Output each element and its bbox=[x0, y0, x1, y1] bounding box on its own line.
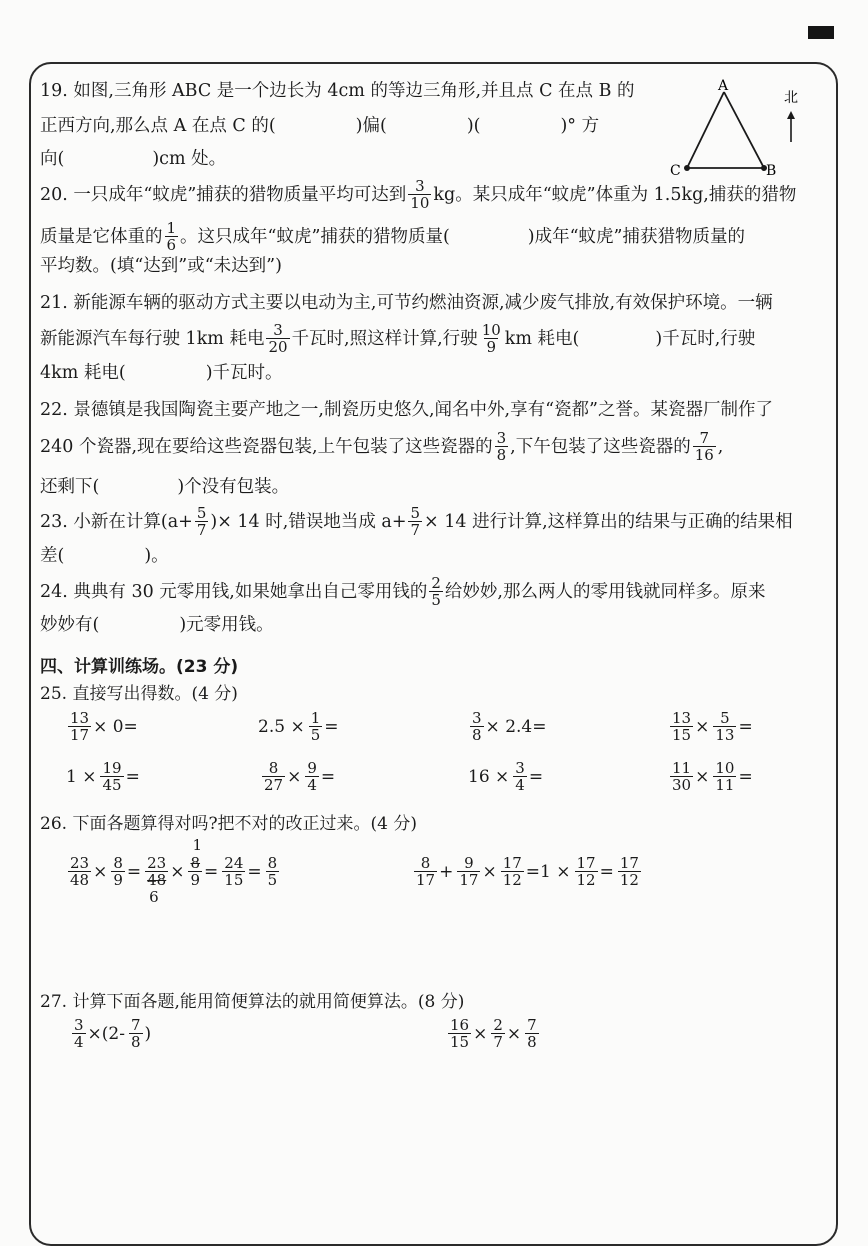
q21-line3 bbox=[40, 362, 283, 384]
q21-line2 bbox=[40, 322, 755, 355]
denominator: 12 bbox=[619, 871, 639, 889]
expr-text: × bbox=[482, 861, 497, 882]
numerator: 5 bbox=[410, 504, 421, 522]
denominator: 17 bbox=[70, 726, 90, 744]
q25-item-a bbox=[66, 710, 140, 743]
expr-text: = bbox=[247, 861, 262, 882]
denominator: 4 bbox=[515, 776, 525, 794]
fraction bbox=[525, 1017, 539, 1050]
expr-text: ×(2- bbox=[87, 1023, 125, 1044]
q22-text: )个没有包装。 bbox=[177, 477, 290, 497]
q19-line1: 19. 如图,三角形 ABC 是一个边长为 4cm 的等边三角形,并且点 C 在点 B 的 bbox=[40, 81, 635, 101]
denominator: 15 bbox=[672, 726, 692, 744]
numerator: 3 bbox=[515, 759, 525, 777]
q27-left-expr bbox=[70, 1017, 153, 1050]
fraction bbox=[457, 855, 480, 888]
numerator: 2 bbox=[431, 574, 441, 592]
q21-text: )千瓦时,行驶 bbox=[655, 328, 756, 349]
fraction bbox=[448, 1017, 471, 1050]
expr-text: =1 × bbox=[525, 861, 571, 882]
expr-text: 2.5 × bbox=[258, 716, 305, 737]
expr-text: = bbox=[738, 766, 753, 787]
expr-text: × bbox=[93, 861, 108, 882]
expr-text: ) bbox=[144, 1023, 152, 1044]
denominator: 8 bbox=[496, 446, 507, 464]
fraction bbox=[713, 760, 736, 793]
q22-text: , bbox=[717, 436, 724, 457]
denominator: 15 bbox=[450, 1033, 470, 1051]
fraction bbox=[309, 710, 323, 743]
q20-line1 bbox=[40, 178, 796, 211]
expr-text: × bbox=[287, 766, 302, 787]
q20-line2 bbox=[40, 220, 745, 253]
expr-text: = bbox=[324, 716, 339, 737]
cancel-value: 1 bbox=[192, 836, 203, 854]
denominator: 16 bbox=[694, 446, 714, 464]
q22-text: 240 个瓷器,现在要给这些瓷器包装,上午包装了这些瓷器的 bbox=[40, 436, 493, 457]
denominator: 5 bbox=[431, 591, 441, 609]
fraction bbox=[414, 855, 437, 888]
q19-text: )° 方 bbox=[560, 116, 600, 136]
cancel-value: 6 bbox=[149, 888, 159, 906]
numerator: 7 bbox=[130, 1016, 141, 1034]
fraction bbox=[495, 430, 509, 463]
numerator: 16 bbox=[450, 1016, 470, 1034]
north-label: 北 bbox=[784, 90, 798, 106]
expr-text: 1 × bbox=[66, 766, 97, 787]
denominator: 5 bbox=[310, 726, 321, 744]
expr-text: × 0= bbox=[93, 716, 138, 737]
fraction bbox=[111, 855, 125, 888]
fraction bbox=[693, 430, 716, 463]
denominator: 5 bbox=[267, 871, 278, 889]
expr-text: × bbox=[473, 1023, 488, 1044]
triangle-side-ac bbox=[687, 92, 724, 168]
q23-text: 差( bbox=[40, 546, 65, 566]
q26-left-expr bbox=[66, 836, 281, 906]
fraction bbox=[68, 710, 91, 743]
q21-text: km 耗电( bbox=[504, 328, 580, 349]
expr-text: × 2.4= bbox=[485, 716, 547, 737]
fraction bbox=[429, 575, 443, 608]
denominator: 9 bbox=[486, 338, 496, 356]
denominator: 48 bbox=[70, 871, 90, 889]
north-arrow-icon bbox=[787, 111, 795, 119]
q24-text: 24. 典典有 30 元零用钱,如果她拿出自己零用钱的 bbox=[40, 581, 428, 602]
numerator: 13 bbox=[672, 709, 692, 727]
numerator: 24 bbox=[224, 854, 244, 872]
denominator: 7 bbox=[410, 521, 421, 539]
denominator: 30 bbox=[672, 776, 692, 794]
q22-line1: 22. 景德镇是我国陶瓷主要产地之一,制瓷历史悠久,闻名中外,享有“瓷都”之誉。某瓷器厂制作了 bbox=[40, 400, 773, 420]
fraction bbox=[501, 855, 524, 888]
numerator: 8 bbox=[420, 854, 431, 872]
q20-text: 20. 一只成年“蚊虎”捕获的猎物质量平均可达到 bbox=[40, 184, 407, 205]
q19-text: )偏( bbox=[355, 116, 387, 136]
denominator: 11 bbox=[715, 776, 735, 794]
q21-text: 4km 耗电( bbox=[40, 363, 126, 383]
fraction bbox=[72, 1017, 86, 1050]
q24-text: )元零用钱。 bbox=[179, 615, 274, 635]
fraction bbox=[480, 322, 503, 355]
label-a: A bbox=[718, 78, 729, 94]
numerator: 9 bbox=[464, 854, 474, 872]
numerator: 23 bbox=[70, 854, 90, 872]
denominator: 15 bbox=[224, 871, 244, 889]
expr-text: = bbox=[599, 861, 614, 882]
point-c bbox=[684, 165, 690, 171]
q24-text: 给妙妙,那么两人的零用钱就同样多。原来 bbox=[444, 581, 766, 602]
denominator: 4 bbox=[74, 1033, 84, 1051]
q19-text: 向( bbox=[40, 149, 65, 169]
expr-text: = bbox=[320, 766, 336, 787]
q23-text: × 14 进行计算,这样算出的结果与正确的结果相 bbox=[424, 511, 793, 532]
q22-text: 还剩下( bbox=[40, 477, 100, 497]
numerator: 2 bbox=[493, 1016, 503, 1034]
q27-right-expr bbox=[446, 1017, 541, 1050]
denominator: 9 bbox=[113, 871, 123, 889]
numerator: 9 bbox=[307, 759, 317, 777]
q19-line3 bbox=[40, 148, 226, 170]
q25-title: 25. 直接写出得数。(4 分) bbox=[40, 684, 238, 704]
fraction bbox=[68, 855, 91, 888]
q22-line2 bbox=[40, 430, 723, 463]
fraction bbox=[222, 855, 245, 888]
q19-line2 bbox=[40, 115, 599, 137]
denominator: 17 bbox=[416, 871, 436, 889]
fraction bbox=[129, 1017, 143, 1050]
fraction bbox=[513, 760, 527, 793]
q22-line3 bbox=[40, 476, 289, 498]
denominator: 20 bbox=[268, 338, 288, 356]
expr-text: = bbox=[528, 766, 544, 787]
fraction bbox=[575, 855, 598, 888]
fraction bbox=[670, 710, 693, 743]
numerator: 7 bbox=[527, 1016, 537, 1034]
q27-title: 27. 计算下面各题,能用简便算法的就用简便算法。(8 分) bbox=[40, 992, 465, 1012]
label-c: C bbox=[670, 163, 681, 179]
q20-text: 质量是它体重的 bbox=[40, 226, 163, 247]
numerator: 19 bbox=[102, 759, 122, 777]
q19-text: 正西方向,那么点 A 在点 C 的( bbox=[40, 116, 276, 136]
expr-text: 16 × bbox=[468, 766, 510, 787]
fraction bbox=[491, 1017, 505, 1050]
fraction bbox=[188, 836, 203, 889]
numerator: 10 bbox=[715, 759, 735, 777]
denominator: 12 bbox=[502, 871, 522, 889]
fraction bbox=[470, 710, 484, 743]
fraction bbox=[145, 854, 168, 906]
expr-text: + bbox=[439, 861, 454, 882]
fraction bbox=[408, 505, 422, 538]
q20-text: kg。某只成年“蚊虎”体重为 1.5kg,捕获的猎物 bbox=[433, 184, 797, 205]
numerator: 5 bbox=[196, 504, 207, 522]
denominator: 45 bbox=[102, 776, 122, 794]
numerator: 3 bbox=[273, 321, 283, 339]
numerator: 5 bbox=[720, 709, 730, 727]
numerator: 7 bbox=[699, 429, 710, 447]
q24-line2 bbox=[40, 614, 274, 636]
q24-line1 bbox=[40, 575, 765, 608]
numerator: 17 bbox=[502, 854, 522, 872]
fraction bbox=[266, 855, 280, 888]
denominator: 4 bbox=[307, 776, 317, 794]
numerator: 17 bbox=[619, 854, 639, 872]
fraction bbox=[262, 760, 285, 793]
numerator: 1 bbox=[310, 709, 321, 727]
expr-text: = bbox=[738, 716, 753, 737]
q26-right-expr bbox=[412, 855, 643, 888]
fraction bbox=[670, 760, 693, 793]
q24-text: 妙妙有( bbox=[40, 615, 100, 635]
triangle-figure bbox=[660, 78, 820, 182]
numerator: 3 bbox=[496, 429, 507, 447]
q23-line2 bbox=[40, 545, 169, 567]
numerator: 17 bbox=[576, 854, 596, 872]
numerator: 23 bbox=[147, 854, 167, 872]
numerator: 3 bbox=[472, 709, 482, 727]
fraction bbox=[713, 710, 736, 743]
fraction bbox=[266, 322, 289, 355]
q23-line1 bbox=[40, 505, 793, 538]
numerator: 3 bbox=[415, 177, 425, 195]
fraction bbox=[618, 855, 641, 888]
q21-line1: 21. 新能源车辆的驱动方式主要以电动为主,可节约燃油资源,减少废气排放,有效保护环境。一辆 bbox=[40, 293, 773, 313]
denominator: 13 bbox=[715, 726, 735, 744]
q25-item-g bbox=[468, 760, 545, 793]
denominator: 7 bbox=[493, 1033, 503, 1051]
numerator: 11 bbox=[672, 759, 692, 777]
q25-item-c bbox=[468, 710, 548, 743]
q25-item-e bbox=[66, 760, 142, 793]
corner-tab-mark bbox=[808, 26, 834, 39]
q25-item-b bbox=[258, 710, 340, 743]
fraction bbox=[100, 760, 123, 793]
q20-line3: 平均数。(填“达到”或“未达到”) bbox=[40, 256, 282, 276]
denominator: 12 bbox=[576, 871, 596, 889]
q23-text: )。 bbox=[144, 546, 169, 566]
numerator: 8 bbox=[268, 759, 279, 777]
denominator: 48 bbox=[147, 871, 167, 889]
q21-text: 千瓦时,照这样计算,行驶 bbox=[291, 328, 478, 349]
numerator: 10 bbox=[481, 321, 501, 339]
expr-text: × bbox=[170, 861, 185, 882]
label-b: B bbox=[766, 163, 777, 179]
fraction bbox=[408, 178, 431, 211]
numerator: 3 bbox=[74, 1016, 84, 1034]
q21-text: )千瓦时。 bbox=[205, 363, 283, 383]
denominator: 8 bbox=[472, 726, 482, 744]
fraction bbox=[305, 760, 319, 793]
q20-text: )成年“蚊虎”捕获猎物质量的 bbox=[527, 226, 746, 247]
q25-item-f bbox=[260, 760, 337, 793]
section-heading: 四、计算训练场。(23 分) bbox=[40, 657, 239, 677]
expr-text: = bbox=[126, 861, 142, 882]
numerator: 13 bbox=[70, 709, 90, 727]
numerator: 8 bbox=[113, 854, 123, 872]
fraction bbox=[195, 505, 209, 538]
expr-text: × bbox=[506, 1023, 522, 1044]
expr-text: × bbox=[695, 766, 710, 787]
triangle-side-ab bbox=[724, 92, 764, 168]
q25-item-d bbox=[668, 710, 755, 743]
denominator: 17 bbox=[459, 871, 479, 889]
denominator: 9 bbox=[190, 871, 201, 889]
q20-text: 。这只成年“蚊虎”捕获的猎物质量( bbox=[180, 226, 450, 247]
numerator: 8 bbox=[190, 854, 201, 872]
expr-text: = bbox=[125, 766, 140, 787]
denominator: 8 bbox=[130, 1033, 141, 1051]
q26-title: 26. 下面各题算得对吗?把不对的改正过来。(4 分) bbox=[40, 814, 418, 834]
q25-item-h bbox=[668, 760, 755, 793]
q19-text: )( bbox=[466, 116, 481, 136]
q19-text: )cm 处。 bbox=[152, 149, 227, 169]
q22-text: ,下午包装了这些瓷器的 bbox=[510, 436, 691, 457]
denominator: 8 bbox=[527, 1033, 537, 1051]
denominator: 7 bbox=[196, 521, 207, 539]
q23-text: 23. 小新在计算(a+ bbox=[40, 511, 193, 532]
numerator: 1 bbox=[166, 219, 177, 237]
numerator: 8 bbox=[267, 854, 278, 872]
q21-text: 新能源汽车每行驶 1km 耗电 bbox=[40, 328, 265, 349]
expr-text: = bbox=[204, 861, 219, 882]
expr-text: × bbox=[695, 716, 710, 737]
denominator: 10 bbox=[410, 194, 430, 212]
fraction bbox=[165, 220, 179, 253]
denominator: 6 bbox=[166, 236, 177, 254]
denominator: 27 bbox=[264, 776, 284, 794]
q23-text: )× 14 时,错误地当成 a+ bbox=[210, 511, 407, 532]
